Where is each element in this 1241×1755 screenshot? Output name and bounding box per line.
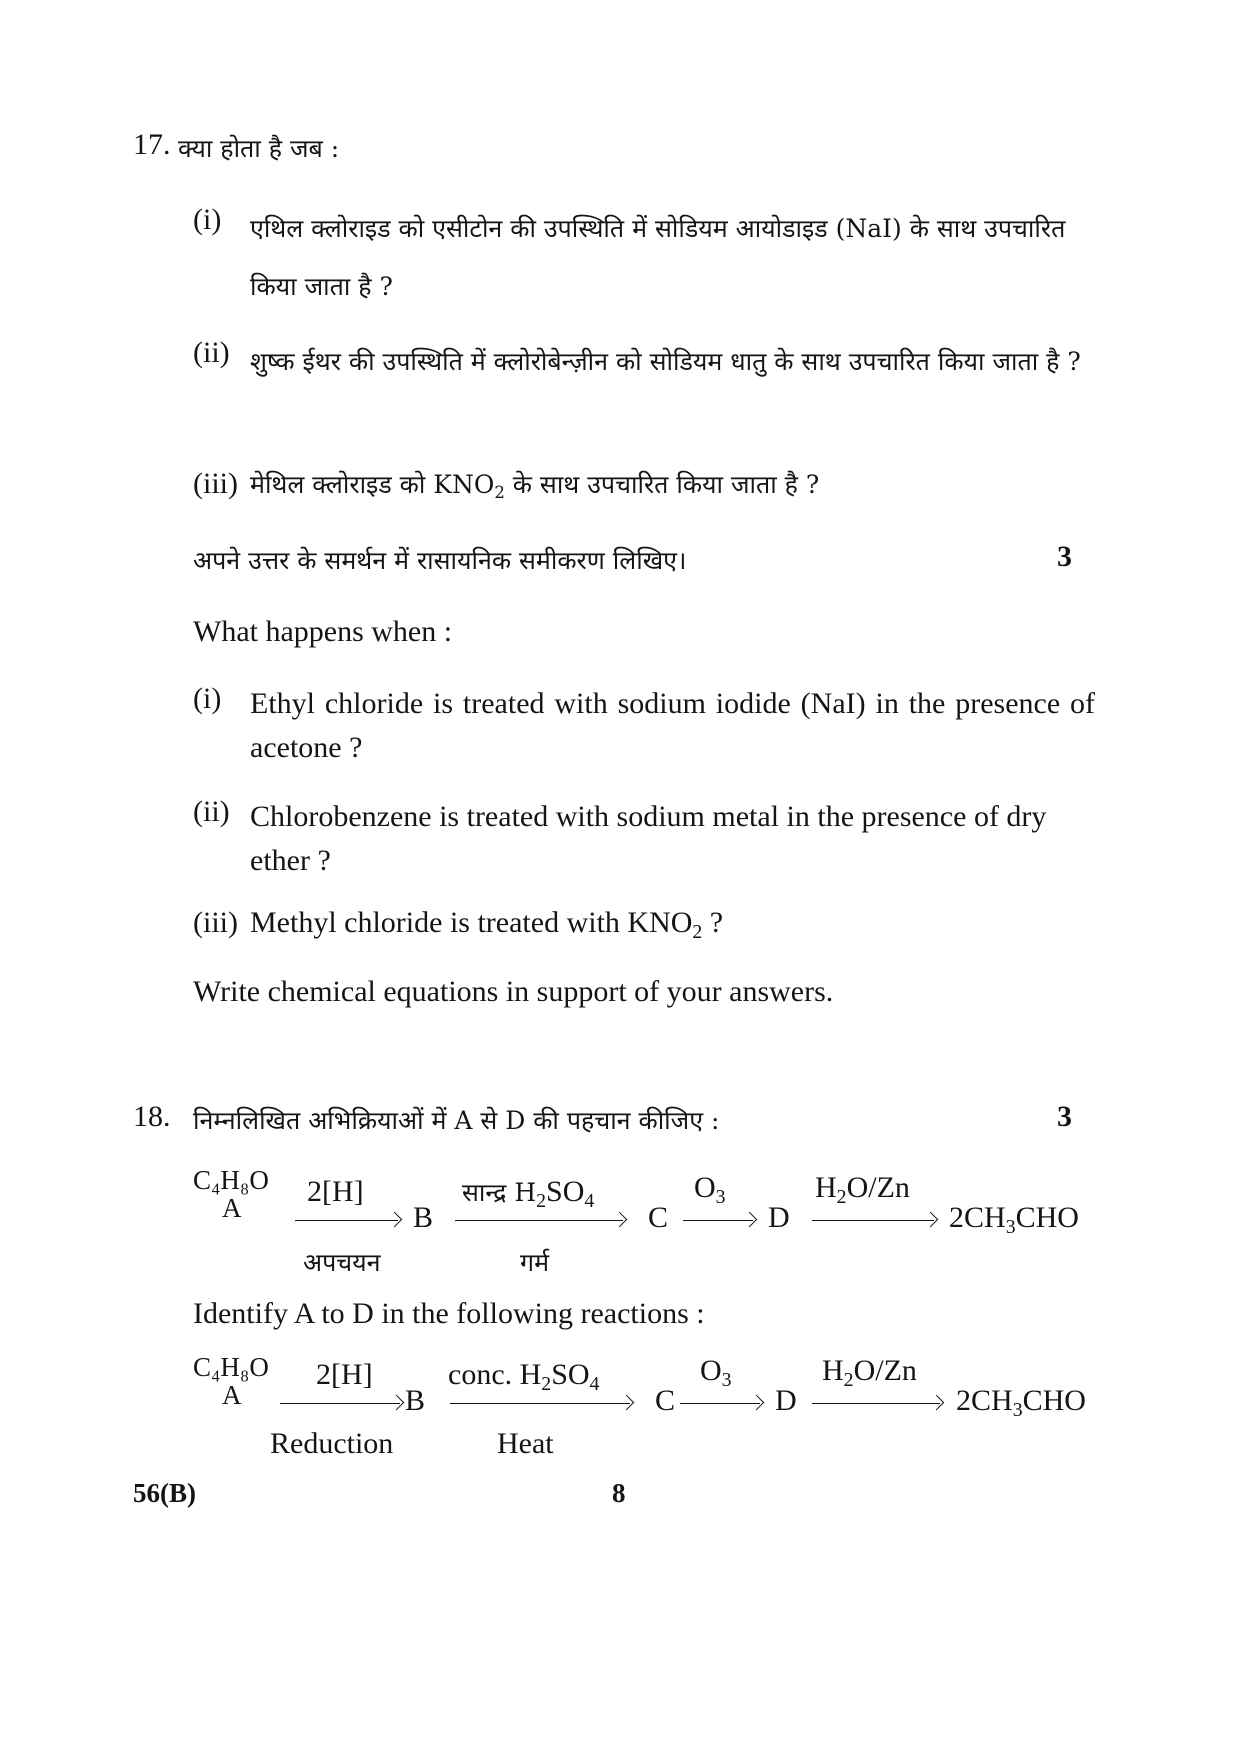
reagent-step3: $O_3$ [700, 1354, 732, 1391]
english-item-text: Chlorobenzene is treated with sodium metal in the presence of dry ether ? [250, 800, 1047, 877]
hindi-item-text: एथिल क्लोराइड को एसीटोन की उपस्थिति में सोडियम आयोडाइड (NaI) के साथ उपचारित किया जाता है ? [250, 214, 1066, 301]
reaction-arrow [680, 1403, 760, 1404]
page-number: 8 [612, 1478, 626, 1508]
english-intro: What happens when : [193, 615, 453, 648]
item-label: (i) [193, 203, 222, 236]
final-product: $2CH_3CHO$ [956, 1384, 1086, 1421]
english-intro: Identify A to D in the following reactions : [193, 1297, 705, 1330]
question-number: 18. [133, 1100, 171, 1133]
reaction-arrow [450, 1403, 630, 1404]
reaction-scheme-hindi [0, 1165, 1241, 1285]
reagent-step3: $O_3$ [694, 1171, 726, 1208]
condition-step1: अपचयन [303, 1250, 381, 1277]
condition-step2: Heat [497, 1427, 554, 1460]
product-c: C [648, 1201, 669, 1234]
item-label: (ii) [193, 795, 230, 828]
reactant-label: A [222, 1380, 242, 1410]
product-c: C [655, 1384, 676, 1417]
hindi-intro: क्या होता है जब : [178, 134, 340, 163]
marks: 3 [1057, 1100, 1072, 1133]
item-label: (i) [193, 682, 222, 715]
reactant-formula: C₄H₈O [193, 1165, 269, 1195]
item-label: (iii) [193, 467, 238, 500]
reaction-arrow [683, 1220, 753, 1221]
hindi-item-text: मेथिल क्लोराइड को $KNO_2$ के साथ उपचारित किया जाता है ? [250, 470, 820, 502]
product-d: D [768, 1201, 790, 1234]
reagent-step4: $H_2O/Zn$ [815, 1171, 910, 1208]
item-label: (ii) [193, 336, 230, 369]
product-b: B [405, 1384, 426, 1417]
hindi-intro: निम्नलिखित अभिक्रियाओं में A से D की पहचान कीजिए : [193, 1106, 720, 1135]
product-d: D [775, 1384, 797, 1417]
reaction-arrow [280, 1403, 400, 1404]
question-number: 17. [133, 128, 171, 161]
hindi-item-text: शुष्क ईथर की उपस्थिति में क्लोरोबेन्ज़ीन को सोडियम धातु के साथ उपचारित किया जाता है ? [250, 347, 1081, 376]
condition-step2: गर्म [520, 1250, 550, 1277]
reaction-arrow [455, 1220, 623, 1221]
english-item-text: Methyl chloride is treated with $KNO_2$ ? [250, 906, 724, 943]
reaction-scheme-english [0, 1352, 1241, 1472]
reagent-step1: 2[H] [307, 1175, 364, 1208]
reagent-step4: $H_2O/Zn$ [822, 1354, 917, 1391]
hindi-instruction: अपने उत्तर के समर्थन में रासायनिक समीकरण लिखिए। [193, 546, 687, 575]
reaction-arrow [295, 1220, 398, 1221]
item-label: (iii) [193, 906, 238, 939]
reactant-label: A [222, 1193, 242, 1223]
paper-code: 56(B) [133, 1478, 196, 1508]
final-product: $2CH_3CHO$ [949, 1201, 1079, 1238]
reaction-arrow [812, 1403, 940, 1404]
condition-step1: Reduction [270, 1427, 394, 1460]
english-instruction: Write chemical equations in support of your answers. [193, 975, 834, 1008]
english-item-text: Ethyl chloride is treated with sodium iodide (NaI) in the presence of acetone ? [250, 687, 1095, 764]
reagent-step1: 2[H] [316, 1358, 373, 1391]
reagent-step2: सान्द्र $H_2SO_4$ [462, 1175, 595, 1212]
reactant-formula: C₄H₈O [193, 1352, 269, 1382]
reaction-arrow [812, 1220, 934, 1221]
reagent-step2: conc. $H_2SO_4$ [448, 1358, 600, 1395]
product-b: B [413, 1201, 434, 1234]
marks: 3 [1057, 540, 1072, 573]
